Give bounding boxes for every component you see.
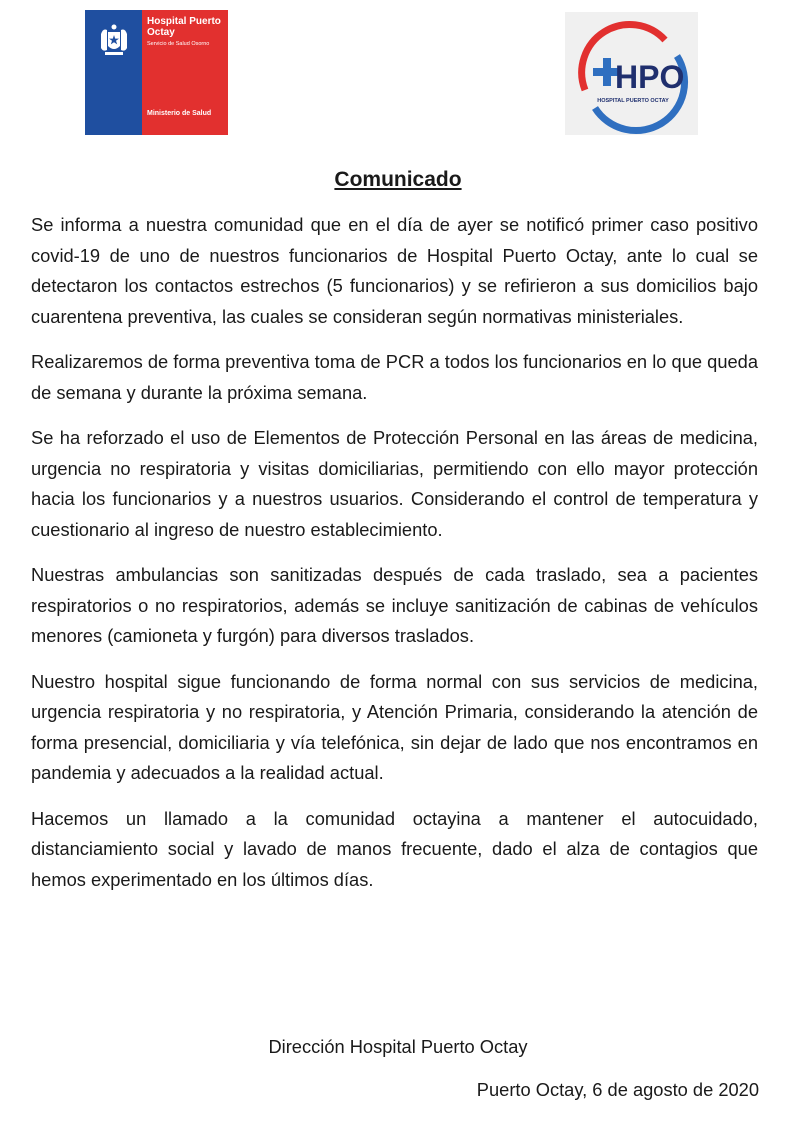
ministerio-salud-logo [85,10,228,135]
paragraph: Se informa a nuestra comunidad que en el día de ayer se notificó primer caso positivo covid-19 de uno de nuestros funcionarios de Hospital Puerto Octay, ante lo cual se detectaron los contactos estrechos (5 funcionarios) y se refirieron a sus domicilios bajo cuarentena preventiva, las cuales se consideran según normativas ministeriales. [31,214,758,327]
paragraph: Nuestro hospital sigue funcionando de forma normal con sus servicios de medicina, urgencia respiratoria y no respiratoria, y Atención Primaria, considerando la atención de forma presencial, domiciliaria y vía telefónica, sin dejar de lado que nos encontramos en pandemia y adecuados a la realidad actual. [31,670,758,783]
document-title: Comunicado [334,168,462,191]
paragraph: Nuestras ambulancias son sanitizadas después de cada traslado, sea a pacientes respiratorios o no respiratorios, además se incluye sanitización de cabinas de vehículos menores (camioneta y furgón) para diversos traslados. [31,564,758,646]
signature: Dirección Hospital Puerto Octay [268,1036,528,1057]
hpo-caption: HOSPITAL PUERTO OCTAY [597,98,669,104]
document-body [31,210,758,910]
paragraph: Se ha reforzado el uso de Elementos de Protección Personal en las áreas de medicina, urgencia no respiratoria y visitas domiciliarias, permitiendo con ello mayor protección hacia los funcionarios y a nuestros usuarios. Considerando el control de temperatura y cuestionario al ingreso de nuestro establecimiento. [31,427,758,540]
logo-service-name: Servicio de Salud Osorno [147,41,210,47]
coat-of-arms-icon [93,20,135,62]
logo-ministry-name: Ministerio de Salud [147,110,212,117]
paragraph: Hacemos un llamado a la comunidad octayina a mantener el autocuidado, distanciamiento social y lavado de manos frecuente, dado el alza de contagios que hemos experimentado en los últimos días. [31,807,758,890]
hpo-monogram: HPO [615,59,685,95]
hpo-logo-graphic [565,12,698,135]
logo-hospital-name: Hospital Puerto Octay [147,16,221,38]
date-line: Puerto Octay, 6 de agosto de 2020 [476,1079,759,1100]
hpo-logo [565,12,698,135]
logo-blue-lower-block [85,72,142,135]
paragraph: Realizaremos de forma preventiva toma de PCR a todos los funcionarios en lo que queda de semana y durante la próxima semana. [31,351,758,403]
